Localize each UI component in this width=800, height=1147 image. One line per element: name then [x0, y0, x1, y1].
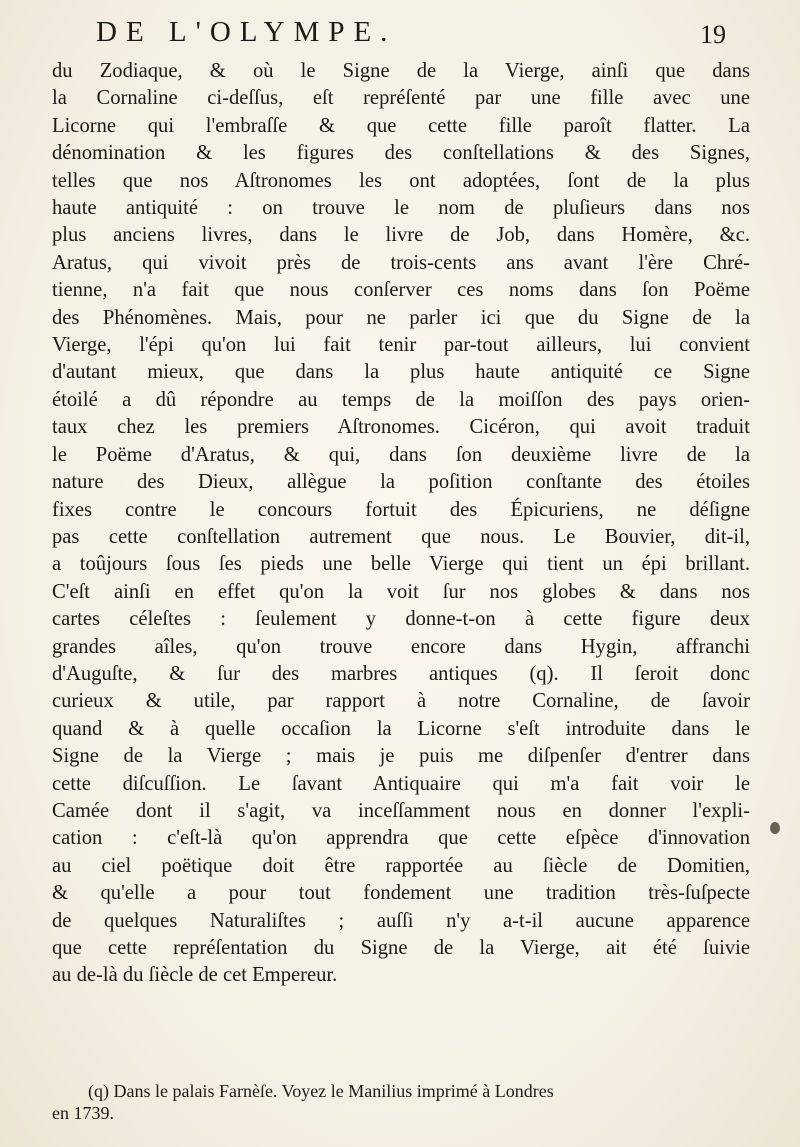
- text-line: taux chez les premiers Aſtronomes. Cicéron, qui avoit traduit: [52, 416, 750, 439]
- text-line: la Cornaline ci-deſſus, eſt repréſenté par une fille avec une: [52, 87, 750, 110]
- text-line: de quelques Naturaliſtes ; auſſi n'y a-t-il aucune apparence: [52, 909, 750, 932]
- text-line: Aratus, qui vivoit près de trois-cents ans avant l'ère Chré-: [52, 251, 750, 274]
- text-line: nature des Dieux, allègue la poſition conſtante des étoiles: [52, 471, 750, 494]
- text-line: haute antiquité : on trouve le nom de pluſieurs dans nos: [52, 197, 750, 220]
- body-text: [52, 58, 750, 990]
- text-line: telles que nos Aſtronomes les ont adoptées, ſont de la plus: [52, 169, 750, 192]
- text-line: étoilé a dû répondre au temps de la moiſſon des pays orien-: [52, 388, 750, 411]
- text-line: d'autant mieux, que dans la plus haute antiquité ce Signe: [52, 361, 750, 384]
- text-line: au de-là du ſiècle de cet Empereur.: [52, 964, 338, 987]
- footnote-line: en 1739.: [52, 1103, 114, 1123]
- text-line: Licorne qui l'embraſſe & que cette fille paroît flatter. La: [52, 114, 750, 137]
- text-line: d'Auguſte, & ſur des marbres antiques (q). Il ſeroit donc: [52, 662, 750, 685]
- text-line: & qu'elle a pour tout fondement une tradition très-ſuſpecte: [52, 882, 750, 905]
- text-line: plus anciens livres, dans le livre de Job, dans Homère, &c.: [52, 224, 750, 247]
- text-line: C'eſt ainſi en effet qu'on la voit ſur nos globes & dans nos: [52, 580, 750, 603]
- text-line: a toûjours ſous ſes pieds une belle Vierge qui tient un épi brillant.: [52, 553, 750, 576]
- text-line: au ciel poëtique doit être rapportée au ſiècle de Domitien,: [52, 854, 750, 877]
- text-line: grandes aîles, qu'on trouve encore dans Hygin, affranchi: [52, 635, 750, 658]
- page-number: 19: [700, 20, 726, 49]
- text-line: cation : c'eſt-là qu'on apprendra que cette eſpèce d'innovation: [52, 827, 750, 850]
- ink-spot: [770, 822, 780, 834]
- page-header: [50, 16, 750, 56]
- text-line: quand & à quelle occaſion la Licorne s'eſt introduite dans le: [52, 717, 750, 740]
- footnote: [52, 1080, 750, 1124]
- text-line: fixes contre le concours fortuit des Épicuriens, ne déſigne: [52, 498, 750, 521]
- text-line: tienne, n'a fait que nous conſerver ces noms dans ſon Poëme: [52, 279, 750, 302]
- text-line: cartes céleſtes : ſeulement y donne-t-on à cette figure deux: [52, 608, 750, 631]
- text-line: Vierge, l'épi qu'on lui fait tenir par-tout ailleurs, lui convient: [52, 334, 750, 357]
- footnote-line: (q) Dans le palais Farnèſe. Voyez le Manilius imprimé à Londres: [88, 1081, 554, 1101]
- text-line: curieux & utile, par rapport à notre Cornaline, de ſavoir: [52, 690, 750, 713]
- text-line: pas cette conſtellation autrement que nous. Le Bouvier, dit-il,: [52, 525, 750, 548]
- text-line: du Zodiaque, & où le Signe de la Vierge, ainſi que dans: [52, 60, 750, 82]
- text-line: que cette repréſentation du Signe de la Vierge, ait été ſuivie: [52, 937, 750, 959]
- running-title: DE L'OLYMPE.: [96, 16, 397, 48]
- text-line: Camée dont il s'agit, va inceſſamment nous en donner l'expli-: [52, 799, 750, 822]
- text-line: le Poëme d'Aratus, & qui, dans ſon deuxième livre de la: [52, 443, 750, 466]
- text-line: dénomination & les figures des conſtellations & des Signes,: [52, 142, 750, 165]
- text-line: cette diſcuſſion. Le ſavant Antiquaire qui m'a fait voir le: [52, 772, 750, 795]
- text-line: des Phénomènes. Mais, pour ne parler ici que du Signe de la: [52, 306, 750, 329]
- text-line: Signe de la Vierge ; mais je puis me diſpenſer d'entrer dans: [52, 745, 750, 768]
